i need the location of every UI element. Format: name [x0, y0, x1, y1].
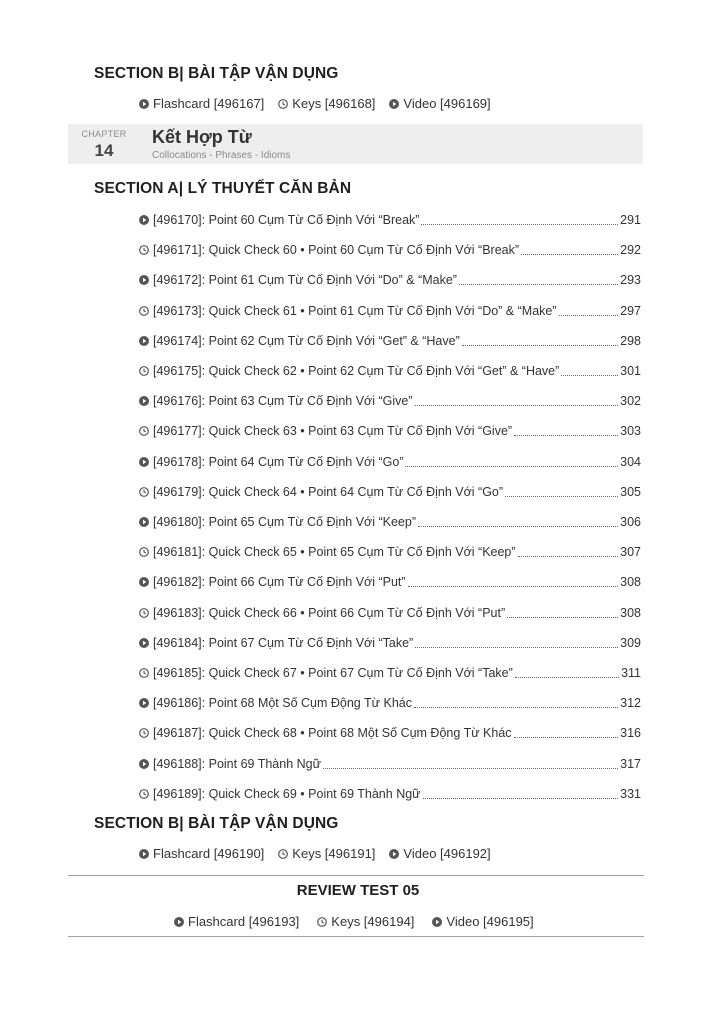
- section-b-links: [139, 846, 491, 861]
- play-circle-icon: [174, 917, 184, 927]
- clock-icon: [139, 608, 149, 618]
- chapter-title: Kết Hợp Từ: [152, 127, 252, 147]
- toc-entry-text: [496170]: Point 60 Cụm Từ Cố Định Với “Break”: [153, 213, 420, 227]
- video-label: Video [496192]: [403, 846, 491, 861]
- toc-page-number: 312: [620, 696, 641, 711]
- toc-entry[interactable]: [139, 331, 641, 351]
- toc-entry[interactable]: [139, 512, 641, 532]
- dot-leader: [514, 434, 618, 436]
- dot-leader: [561, 374, 618, 376]
- toc-entry-text: [496177]: Quick Check 63 • Point 63 Cụm Từ Cố Định Với “Give”: [153, 424, 513, 439]
- toc-page-number: 308: [620, 605, 641, 620]
- toc-page-number: 331: [620, 786, 641, 801]
- keys-link[interactable]: [317, 914, 414, 929]
- toc-entry-text: [496187]: Quick Check 68 • Point 68 Một Số Cụm Động Từ Khác: [153, 726, 512, 741]
- toc-entry[interactable]: [139, 754, 641, 774]
- chapter-header: [68, 124, 643, 164]
- toc-page-number: 316: [620, 726, 641, 741]
- toc-entry[interactable]: [139, 421, 641, 441]
- clock-icon: [278, 99, 288, 109]
- toc-entry-text: [496174]: Point 62 Cụm Từ Cố Định Với “Get” & “Have”: [153, 333, 460, 348]
- toc-entry-text: [496179]: Quick Check 64 • Point 64 Cụm Từ Cố Định Với “Go”: [153, 484, 504, 499]
- dot-leader: [415, 646, 618, 648]
- toc-entry-text: [496172]: Point 61 Cụm Từ Cố Định Với “Do” & “Make”: [153, 273, 457, 288]
- dot-leader: [459, 283, 618, 285]
- clock-icon: [317, 917, 327, 927]
- toc-entry-text: [496180]: Point 65 Cụm Từ Cố Định Với “Keep”: [153, 515, 416, 529]
- toc-entry[interactable]: [139, 452, 641, 472]
- toc-entry-text: [496188]: Point 69 Thành Ngữ: [153, 756, 321, 771]
- clock-icon: [139, 728, 149, 738]
- dot-leader: [515, 676, 619, 678]
- dot-leader: [405, 465, 618, 467]
- clock-icon: [139, 426, 149, 436]
- play-circle-icon: [139, 336, 149, 346]
- toc-page-number: 301: [620, 364, 641, 378]
- toc-page-number: 308: [620, 575, 641, 590]
- clock-icon: [139, 306, 149, 316]
- clock-icon: [139, 487, 149, 497]
- toc-entry-text: [496173]: Quick Check 61 • Point 61 Cụm Từ Cố Định Với “Do” & “Make”: [153, 303, 557, 318]
- toc-entry[interactable]: [139, 482, 641, 502]
- keys-label: Keys [496191]: [292, 846, 376, 861]
- divider-bottom: [68, 936, 644, 937]
- section-a-title: SECTION A| LÝ THUYẾT CĂN BẢN: [94, 180, 352, 197]
- flashcard-label: Flashcard [496167]: [153, 96, 265, 111]
- toc-entry-text: [496186]: Point 68 Một Số Cụm Động Từ Khác: [153, 696, 412, 711]
- dot-leader: [418, 525, 618, 527]
- keys-label: Keys [496168]: [292, 96, 376, 111]
- toc-entry[interactable]: [139, 603, 641, 623]
- flashcard-link[interactable]: [174, 914, 299, 929]
- toc-entry[interactable]: [139, 270, 641, 290]
- video-link[interactable]: [389, 96, 490, 111]
- toc-page-number: 306: [620, 515, 641, 529]
- toc-page-number: 302: [620, 394, 641, 409]
- dot-leader: [521, 253, 618, 255]
- toc-entry-text: [496171]: Quick Check 60 • Point 60 Cụm Từ Cố Định Với “Break”: [153, 243, 520, 258]
- review-test-title: REVIEW TEST 05: [296, 882, 420, 899]
- dot-leader: [408, 585, 619, 587]
- toc-entry-text: [496178]: Point 64 Cụm Từ Cố Định Với “Go”: [153, 454, 404, 469]
- dot-leader: [423, 797, 619, 799]
- section-b-title: SECTION B| BÀI TẬP VẬN DỤNG: [94, 65, 339, 82]
- flashcard-link[interactable]: [139, 96, 264, 111]
- flashcard-label: Flashcard [496193]: [188, 914, 300, 929]
- toc-entry[interactable]: [139, 572, 641, 592]
- clock-icon: [139, 366, 149, 376]
- toc-entry[interactable]: [139, 240, 641, 260]
- video-link[interactable]: [432, 914, 533, 929]
- clock-icon: [139, 245, 149, 255]
- toc-page-number: 292: [620, 243, 641, 258]
- toc-entry[interactable]: [139, 633, 641, 653]
- toc-entry-text: [496175]: Quick Check 62 • Point 62 Cụm Từ Cố Định Với “Get” & “Have”: [153, 364, 560, 378]
- toc-entry[interactable]: [139, 361, 641, 381]
- chapter-subtitle: Collocations - Phrases - Idioms: [152, 150, 291, 161]
- dot-leader: [462, 344, 618, 346]
- keys-label: Keys [496194]: [331, 914, 415, 929]
- toc-entry[interactable]: [139, 723, 641, 743]
- dot-leader: [415, 404, 619, 406]
- clock-icon: [139, 547, 149, 557]
- toc-page-number: 293: [620, 273, 641, 288]
- dot-leader: [507, 616, 618, 618]
- play-circle-icon: [139, 849, 149, 859]
- toc-entry[interactable]: [139, 663, 641, 683]
- dot-leader: [323, 767, 618, 769]
- toc-page-number: 311: [621, 666, 641, 680]
- toc-entry-text: [496183]: Quick Check 66 • Point 66 Cụm Từ Cố Định Với “Put”: [153, 605, 506, 620]
- section-b-links: [139, 96, 491, 111]
- chapter-number: 14: [94, 141, 114, 160]
- play-circle-icon: [139, 396, 149, 406]
- toc-page-number: 298: [620, 333, 641, 348]
- play-circle-icon: [139, 457, 149, 467]
- play-circle-icon: [139, 275, 149, 285]
- section-b-title: SECTION B| BÀI TẬP VẬN DỤNG: [94, 815, 339, 832]
- toc-entry-text: [496189]: Quick Check 69 • Point 69 Thành Ngữ: [153, 786, 421, 801]
- dot-leader: [414, 706, 618, 708]
- dot-leader: [505, 495, 618, 497]
- clock-icon: [139, 789, 149, 799]
- toc-entry[interactable]: [139, 391, 641, 411]
- video-link[interactable]: [389, 846, 490, 861]
- divider-top: [68, 875, 644, 876]
- play-circle-icon: [139, 577, 149, 587]
- clock-icon: [278, 849, 288, 859]
- toc-entry-text: [496184]: Point 67 Cụm Từ Cố Định Với “Take”: [153, 635, 414, 650]
- video-label: Video [496195]: [446, 914, 534, 929]
- toc-entry[interactable]: [139, 542, 641, 562]
- dot-leader: [518, 555, 619, 557]
- chapter-label-box: [68, 124, 140, 164]
- dot-leader: [421, 223, 618, 225]
- keys-link[interactable]: [278, 846, 375, 861]
- play-circle-icon: [139, 698, 149, 708]
- dot-leader: [514, 736, 619, 738]
- toc-page-number: 291: [620, 213, 641, 227]
- toc-entry-text: [496181]: Quick Check 65 • Point 65 Cụm Từ Cố Định Với “Keep”: [153, 545, 516, 560]
- toc-page-number: 305: [620, 484, 641, 499]
- toc-page-number: 304: [620, 454, 641, 469]
- toc-entry-text: [496185]: Quick Check 67 • Point 67 Cụm Từ Cố Định Với “Take”: [153, 666, 513, 680]
- toc-entry-text: [496182]: Point 66 Cụm Từ Cố Định Với “Put”: [153, 575, 406, 590]
- chapter-word: CHAPTER: [81, 129, 127, 139]
- dot-leader: [559, 314, 619, 316]
- flashcard-label: Flashcard [496190]: [153, 846, 265, 861]
- toc-entry[interactable]: [139, 693, 641, 713]
- review-links: [174, 914, 534, 929]
- toc-entry[interactable]: [139, 301, 641, 321]
- toc-page-number: 297: [620, 303, 641, 318]
- toc-entry-text: [496176]: Point 63 Cụm Từ Cố Định Với “Give”: [153, 394, 413, 409]
- clock-icon: [139, 668, 149, 678]
- toc-page-number: 307: [620, 545, 641, 560]
- play-circle-icon: [139, 215, 149, 225]
- play-circle-icon: [389, 99, 399, 109]
- video-label: Video [496169]: [403, 96, 491, 111]
- play-circle-icon: [389, 849, 399, 859]
- play-circle-icon: [139, 638, 149, 648]
- play-circle-icon: [432, 917, 442, 927]
- toc-entry[interactable]: [139, 784, 641, 804]
- play-circle-icon: [139, 517, 149, 527]
- toc-page-number: 309: [620, 635, 641, 650]
- toc-page-number: 303: [620, 424, 641, 439]
- flashcard-link[interactable]: [139, 846, 264, 861]
- keys-link[interactable]: [278, 96, 375, 111]
- play-circle-icon: [139, 759, 149, 769]
- toc-page-number: 317: [620, 756, 641, 771]
- toc-entry[interactable]: [139, 210, 641, 230]
- play-circle-icon: [139, 99, 149, 109]
